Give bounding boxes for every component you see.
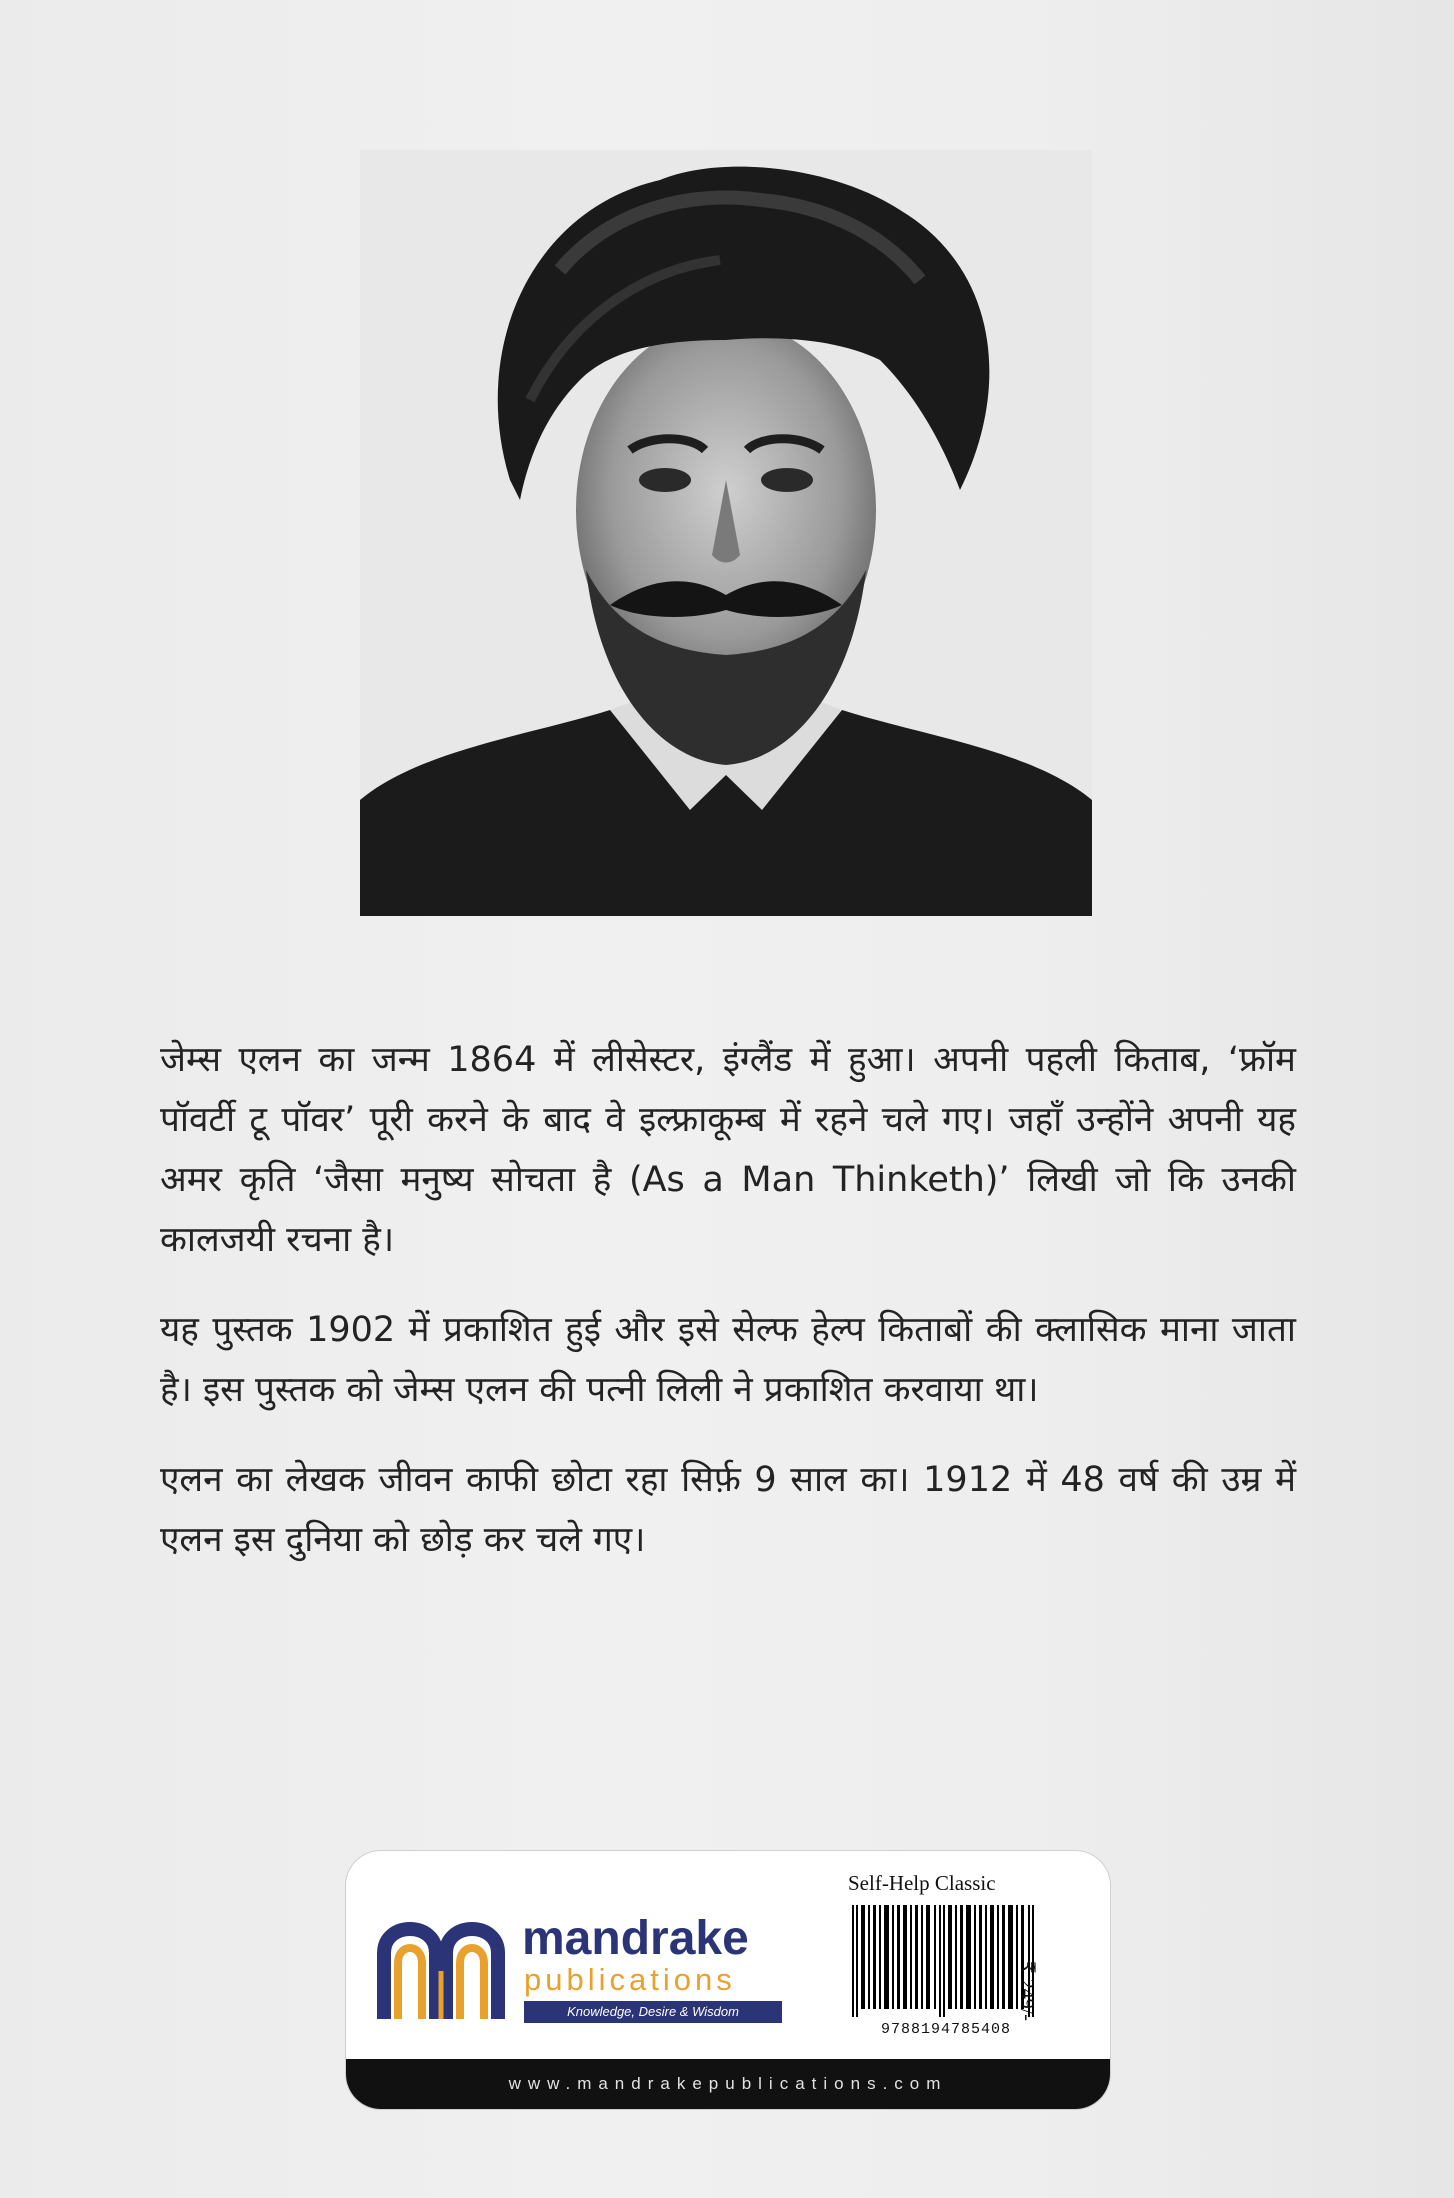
mandrake-logo-icon: [376, 1911, 506, 2023]
isbn-number: 9788194785408: [880, 2021, 1012, 2038]
bio-paragraph-3: एलन का लेखक जीवन काफी छोटा रहा सिर्फ़ 9 साल का। 1912 में 48 वर्ष की उम्र में एलन इस दुनिया को छोड़ कर चले गए।: [160, 1460, 1296, 1560]
barcode-block: [848, 1871, 1094, 2051]
bio-paragraph-1: जेम्स एलन का जन्म 1864 में लीसेस्टर, इंग्लैंड में हुआ। अपनी पहली किताब, ‘फ्रॉम पॉवर्टी टू पॉवर’ पूरी करने के बाद वे इल्फ्राकूम्ब में रहने चले गए। जहाँ उन्होंने अपनी यह अमर कृति ‘जैसा मनुष्य सोचता है (As a Man Thinketh)’ लिखी जो कि उनकी कालजयी रचना है।: [160, 1040, 1296, 1260]
price-label: ₹ 249/-: [1016, 1961, 1038, 2021]
bio-paragraph-2: यह पुस्तक 1902 में प्रकाशित हुई और इसे सेल्फ हेल्प किताबों की क्लासिक माना जाता है। इस पुस्तक को जेम्स एलन की पत्नी लिली ने प्रकाशित करवाया था।: [160, 1310, 1296, 1410]
author-bio: [160, 1030, 1296, 1600]
publisher-website[interactable]: www.mandrakepublications.com: [346, 2059, 1110, 2109]
publisher-subtitle: publications: [524, 1962, 736, 1997]
publisher-name: mandrake: [522, 1912, 749, 1965]
author-portrait: [360, 150, 1092, 916]
publisher-panel: [345, 1850, 1111, 2110]
book-category: Self-Help Classic: [848, 1871, 996, 1895]
publisher-tagline: Knowledge, Desire & Wisdom: [524, 2001, 782, 2023]
